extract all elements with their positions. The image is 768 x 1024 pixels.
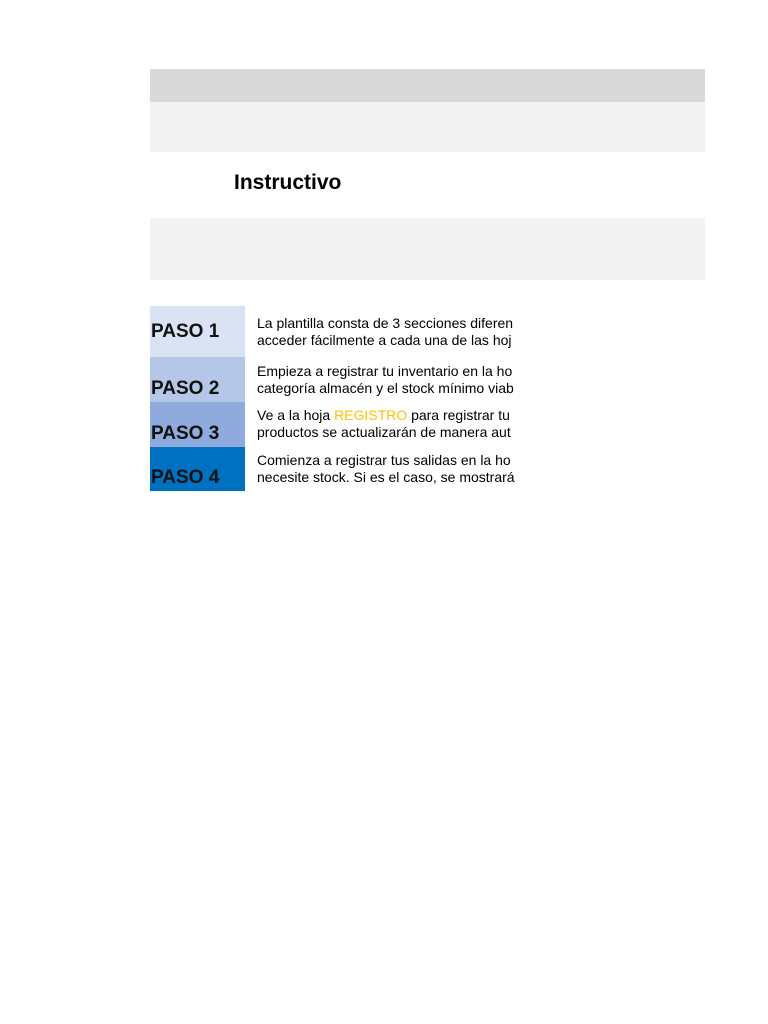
step-2-label: PASO 2: [150, 357, 245, 402]
step-1-description: [257, 315, 530, 349]
step-4-label: PASO 4: [150, 447, 245, 491]
header-band-light: [150, 102, 705, 152]
step-2-line-2: categoría almacén y el stock mínimo viab: [257, 380, 514, 396]
step-2-description: [257, 363, 530, 397]
step-3-description: [257, 407, 530, 441]
subheader-band: [150, 218, 705, 280]
step-4-line-2: necesite stock. Si es el caso, se mostrará: [257, 469, 515, 485]
step-1-line-2: acceder fácilmente a cada una de las hoj: [257, 332, 512, 348]
page-title: Instructivo: [234, 171, 342, 194]
step-4-description: [257, 452, 530, 486]
registro-sheet-link[interactable]: REGISTRO: [334, 407, 408, 423]
step-3-line-1: [257, 407, 530, 424]
step-3-line-2: productos se actualizarán de manera aut: [257, 424, 511, 440]
header-band-dark: [150, 69, 705, 102]
step-3-label: PASO 3: [150, 402, 245, 447]
step-2-line-1: Empieza a registrar tu inventario en la ho: [257, 363, 513, 379]
step-1-line-1: La plantilla consta de 3 secciones diferen: [257, 315, 514, 331]
step-3-line-1-end: para registrar tu: [407, 407, 510, 423]
step-3-line-1-start: Ve a la hoja: [257, 407, 335, 423]
step-1-label: PASO 1: [150, 306, 245, 357]
step-4-line-1: Comienza a registrar tus salidas en la ho: [257, 452, 511, 468]
